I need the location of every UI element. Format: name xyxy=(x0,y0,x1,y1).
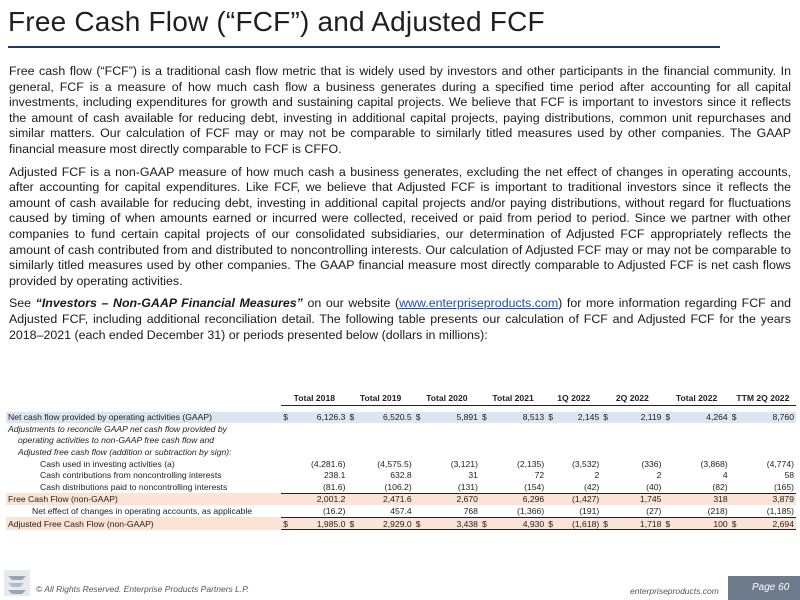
body-text xyxy=(9,64,791,350)
table-cell: 3,438 xyxy=(423,517,480,530)
row-label: Free Cash Flow (non-GAAP) xyxy=(6,493,281,505)
table-row-fcf xyxy=(6,493,796,505)
company-logo-icon xyxy=(4,570,30,596)
dollar-sign: $ xyxy=(663,412,672,424)
table-cell: (81.6) xyxy=(290,481,347,493)
table-cell: 31 xyxy=(468,470,478,481)
table-cell: 2,694 xyxy=(739,517,796,530)
table-cell: (4,774) xyxy=(766,458,794,469)
table-cell: 4,930 xyxy=(489,517,546,530)
dollar-sign: $ xyxy=(347,412,356,424)
row-label: Cash distributions paid to noncontrolling interests xyxy=(40,482,228,493)
table-cell: 4,264 xyxy=(673,412,730,424)
table-cell: 8,760 xyxy=(739,412,796,424)
table-cell: 2,670 xyxy=(423,493,480,505)
dollar-sign: $ xyxy=(480,517,489,530)
investors-reference: “Investors – Non-GAAP Financial Measures” xyxy=(35,296,303,311)
page-title: Free Cash Flow (“FCF”) and Adjusted FCF xyxy=(8,6,545,37)
col-header: 2Q 2022 xyxy=(601,390,663,406)
table-cell: 6,296 xyxy=(489,493,546,505)
dollar-sign: $ xyxy=(414,412,423,424)
dollar-sign: $ xyxy=(663,517,672,530)
table-cell: 2,001.2 xyxy=(290,493,347,505)
table-cell: (1,366) xyxy=(489,505,546,517)
table-cell: 768 xyxy=(423,505,480,517)
footer-copyright: © All Rights Reserved. Enterprise Products Partners L.P. xyxy=(36,584,250,594)
col-header: Total 2019 xyxy=(347,390,413,406)
table-cell: 5,891 xyxy=(423,412,480,424)
table-row-adj-heading xyxy=(6,423,796,435)
table-cell: 72 xyxy=(534,470,545,481)
table-cell: (336) xyxy=(641,458,662,469)
dollar-sign: $ xyxy=(480,412,489,424)
col-header: Total 2021 xyxy=(480,390,546,406)
row-label: Net cash flow provided by operating activities (GAAP) xyxy=(6,412,281,424)
paragraph-fcf-definition: Free cash flow (“FCF”) is a traditional cash flow metric that is widely used by investors and other participants in the financial community. In general, FCF is a measure of how much cash flow a business generates during a specified time period after accounting for all capital investments, including expenditures for growth and sustaining capital projects. We believe that FCF is important to investors since it reflects the amount of cash available for reducing debt, investing in additional capital projects, paying distributions, common unit repurchases and similar matters. Our calculation of FCF may or may not be comparable to similarly titled measures used by other companies. The GAAP financial measure most directly comparable to FCF is CFFO. xyxy=(9,64,791,156)
row-label: Cash contributions from noncontrolling interests xyxy=(40,470,222,481)
row-label: Adjusted Free Cash Flow (non-GAAP) xyxy=(6,517,281,530)
paragraph-adjusted-fcf: Adjusted FCF is a non-GAAP measure of how much cash a business generates, excluding the net effect of changes in operating accounts, after accounting for capital expenditures. Like FCF, we believe that Adjusted FCF is important to traditional investors since it reflects the amount of cash available for reducing debt, investing in additional capital projects and/or paying distributions, without regard for fluctuations caused by timing of when amounts earned or incurred were collected, received or paid from period to period. Since we partner with other companies to fund certain capital projects of our consolidated subsidiaries, our determination of Adjusted FCF appropriately reflects the amount of cash contributed from and distributed to noncontrolling interests. Our calculation of Adjusted FCF may or may not be comparable to similarly titled measures used by other companies. The GAAP financial measure most directly comparable to Adjusted FCF is net cash flows provided by operating activities. xyxy=(9,164,791,288)
table-cell: 2,471.6 xyxy=(357,493,414,505)
table-cell: 8,513 xyxy=(489,412,546,424)
table-cell: 2,929.0 xyxy=(357,517,414,530)
table-cell: (131) xyxy=(423,481,480,493)
table-cell: (2,135) xyxy=(516,458,545,469)
dollar-sign: $ xyxy=(546,412,555,424)
dollar-sign: $ xyxy=(347,517,356,530)
table-cell: (191) xyxy=(555,505,601,517)
title-divider xyxy=(8,46,720,48)
table-cell: (27) xyxy=(610,505,663,517)
table-cell: (1,618) xyxy=(555,517,601,530)
table-cell: (4,281.6) xyxy=(311,458,346,469)
col-header: Total 2018 xyxy=(281,390,347,406)
table-row-contributions xyxy=(6,469,796,481)
table-cell: 6,126.3 xyxy=(290,412,347,424)
see-prefix: See xyxy=(9,296,36,311)
see-middle: on our website ( xyxy=(302,296,400,311)
footer-website[interactable]: enterpriseproducts.com xyxy=(630,586,719,596)
table-cell: 238.1 xyxy=(323,470,346,481)
table-cell: (3,532) xyxy=(572,458,600,469)
table-cell: (1,427) xyxy=(555,493,601,505)
table-cell: (3,121) xyxy=(450,458,478,469)
table-cell: 4 xyxy=(722,470,728,481)
table-cell: 632.8 xyxy=(390,470,412,481)
row-label: Net effect of changes in operating accounts, as applicable xyxy=(32,506,253,517)
dollar-sign: $ xyxy=(730,517,739,530)
website-link[interactable]: www.enterpriseproducts.com xyxy=(399,296,559,311)
table-cell: (3,868) xyxy=(700,458,728,469)
dollar-sign: $ xyxy=(281,517,290,530)
table-row-investing xyxy=(6,458,796,470)
table-cell: (154) xyxy=(489,481,546,493)
table-cell: 457.4 xyxy=(357,505,414,517)
dollar-sign: $ xyxy=(601,517,610,530)
page-number: Page 60 xyxy=(752,582,790,593)
table-cell: 2 xyxy=(656,470,662,481)
table-cell: 2 xyxy=(594,470,600,481)
dollar-sign: $ xyxy=(601,412,610,424)
table-cell: (40) xyxy=(610,481,663,493)
fcf-table xyxy=(6,390,796,530)
col-header: TTM 2Q 2022 xyxy=(730,390,796,406)
table-cell: 1,718 xyxy=(610,517,663,530)
dollar-sign: $ xyxy=(281,412,290,424)
table-cell: 2,145 xyxy=(555,412,601,424)
table-cell: (165) xyxy=(739,481,796,493)
table-row-adj-heading xyxy=(6,446,796,458)
dollar-sign: $ xyxy=(546,517,555,530)
col-header: 1Q 2022 xyxy=(546,390,601,406)
col-header: Total 2022 xyxy=(663,390,729,406)
table-cell: 1,985.0 xyxy=(290,517,347,530)
table-cell: 6,520.5 xyxy=(357,412,414,424)
table-row-adjusted-fcf xyxy=(6,517,796,530)
table-cell: (1,185) xyxy=(739,505,796,517)
table-cell: 2,119 xyxy=(610,412,663,424)
dollar-sign: $ xyxy=(730,412,739,424)
table-cell: (4,575.5) xyxy=(377,458,412,469)
see-suffix: ) for more information regarding FCF and Adjusted FCF, including additional reconciliation detail. The following table presents our calculation of FCF and Adjusted FCF for the years 2018–2021 (each ended December 31) or periods presented below (dollars in millions): xyxy=(9,296,791,342)
dollar-sign: $ xyxy=(414,517,423,530)
table-cell: 3,879 xyxy=(739,493,796,505)
table-cell: (82) xyxy=(673,481,730,493)
table-cell: (42) xyxy=(555,481,601,493)
table-cell: (16.2) xyxy=(290,505,347,517)
table-cell: 100 xyxy=(673,517,730,530)
col-header: Total 2020 xyxy=(414,390,480,406)
table-row-net-cash xyxy=(6,412,796,424)
row-label: operating activities to non-GAAP free cash flow and xyxy=(18,435,215,446)
table-cell: 58 xyxy=(784,470,794,481)
table-row-net-effect xyxy=(6,505,796,517)
table-row-adj-heading xyxy=(6,435,796,447)
table-cell: 318 xyxy=(673,493,730,505)
table-cell: (218) xyxy=(673,505,730,517)
paragraph-see-website xyxy=(9,296,791,343)
table-row-distributions xyxy=(6,481,796,493)
row-label: Adjustments to reconcile GAAP net cash flow provided by xyxy=(8,423,227,434)
row-label: Adjusted free cash flow (addition or subtraction by sign): xyxy=(18,447,232,458)
table-cell: (106.2) xyxy=(357,481,414,493)
table-header-row xyxy=(6,390,796,406)
row-label: Cash used in investing activities (a) xyxy=(40,458,175,469)
table-cell: 1,745 xyxy=(610,493,663,505)
